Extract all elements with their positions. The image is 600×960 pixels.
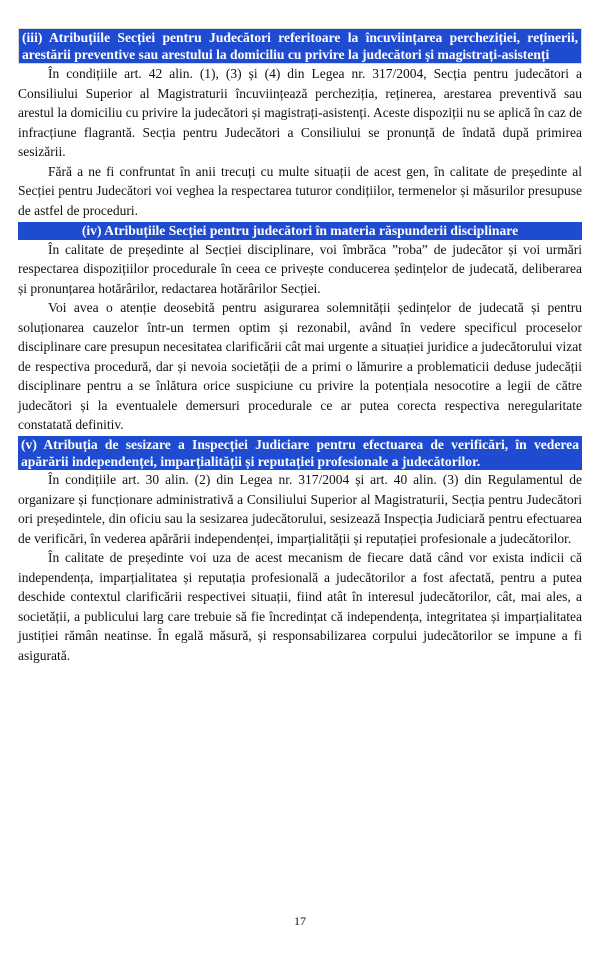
section-iv [18, 222, 582, 434]
section-heading-iii: (iii) Atribuțiile Secției pentru Judecători referitoare la încuviințarea percheziției, reținerii, arestării preventive sau arestului la domiciliu cu privire la judecători și magistrați-asistenți [18, 28, 582, 64]
page-number: 17 [294, 914, 306, 928]
paragraph: În condițiile art. 30 alin. (2) din Legea nr. 317/2004 și art. 40 alin. (3) din Regulamentul de organizare și funcționare administrativă a Consiliului Superior al Magistraturii, Secția pentru Judecători ori președintele, din oficiu sau la sesizarea judecătorului, sesizează Inspecția Judiciară pentru efectuarea de verificări, în vederea apărării independenței, imparțialității și reputației profesionale a judecătorilor. [18, 472, 582, 546]
section-heading-iv: (iv) Atribuțiile Secției pentru judecători în materia răspunderii disciplinare [18, 222, 582, 239]
section-iii [18, 28, 582, 220]
paragraph: În condițiile art. 42 alin. (1), (3) și (4) din Legea nr. 317/2004, Secția pentru judecători a Consiliului Superior al Magistraturii încuviințează percheziția, reținerea, arestarea preventivă sau arestul la domiciliu cu privire la judecători și magistrați-asistenți. Aceste dispoziții nu se aplică în caz de infracțiune flagrantă. Secția pentru Judecători a Consiliului se pronunță de îndată după primirea sesizării. [18, 66, 582, 160]
paragraph: În calitate de președinte voi uza de acest mecanism de fiecare dată când vor exista indicii că independența, imparțialitatea și reputația profesională a judecătorilor a fost afectată, pentru a putea deschide contextul clarificării respectivei situații, fiind atât în interesul judecătorilor, cât, mai ales, a societății, a publicului larg care trebuie să fie încredințat că independența, integritatea și imparțialitatea justiției rămân neatinse. În egală măsură, și responsabilizarea corpului judecătorilor se impune a fi asigurată. [18, 550, 582, 663]
section-heading-v: (v) Atribuția de sesizare a Inspecției Judiciare pentru efectuarea de verificări, în vederea apărării independenței, imparțialității și reputației profesionale a judecătorilor. [18, 436, 582, 470]
section-v [18, 436, 582, 665]
paragraph: Voi avea o atenție deosebită pentru asigurarea solemnității ședințelor de judecată și pentru soluționarea cauzelor într-un termen optim și rezonabil, având în vedere specificul proceselor disciplinare care presupun necesitatea clarificării cât mai urgente a situației juridice a judecătorului vizat de respectiva procedură, dar și nevoia societății de a primi o lămurire a problematicii deduse judecății disciplinare pentru a se înlătura orice suspiciune cu privire la potențiala nesocotire a legii de către judecători și la eventualele demersuri procedurale ce ar putea corecta respectiva neregularitate constatată definitiv. [18, 300, 582, 433]
paragraph: Fără a ne fi confruntat în anii trecuți cu multe situații de acest gen, în calitate de președinte al Secției pentru Judecători voi veghea la respectarea tuturor condițiilor, termenelor și măsurilor presupuse de astfel de proceduri. [18, 163, 582, 218]
paragraph: În calitate de președinte al Secției disciplinare, voi îmbrăca ”roba” de judecător și voi urmări respectarea dispozițiilor procedurale în ceea ce privește conducerea ședințelor de judecată, deliberarea și pronunțarea hotărârilor, redactarea hotărârilor Secției. [18, 241, 582, 296]
